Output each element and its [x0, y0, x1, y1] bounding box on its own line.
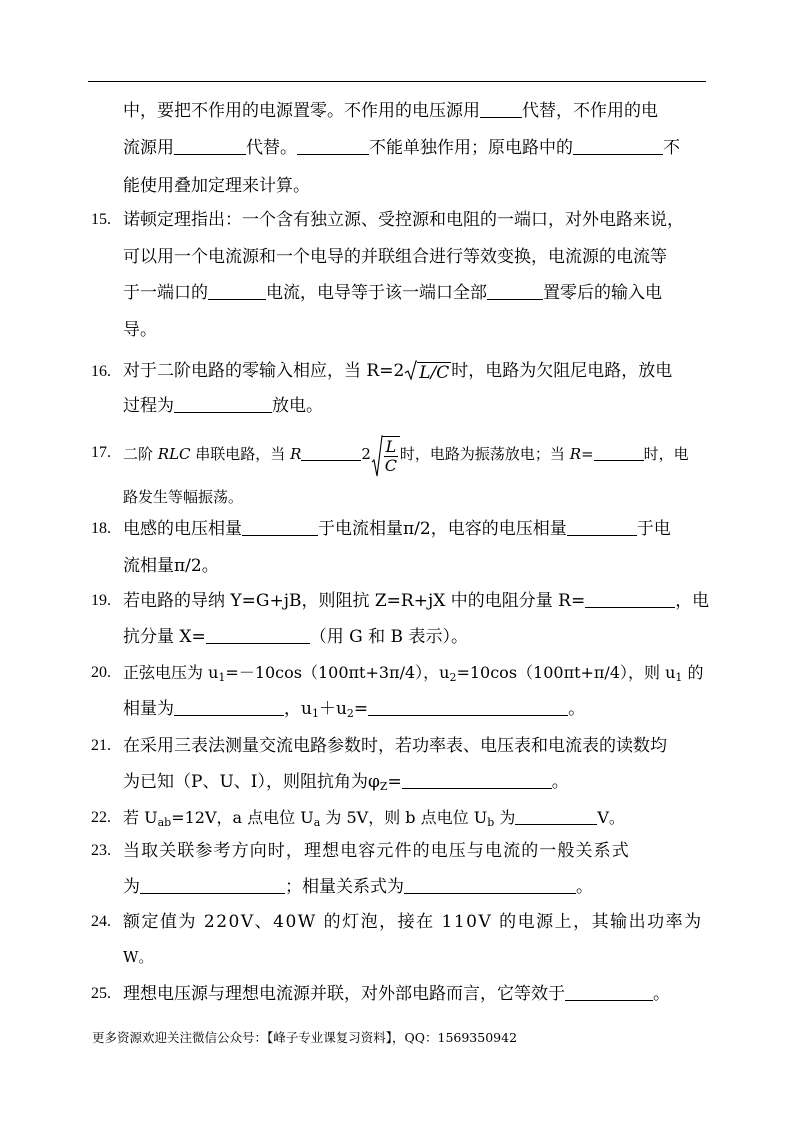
question-line: 为 ；相量关系式为 。	[123, 877, 593, 897]
question-number: 15.	[91, 211, 111, 228]
question-line: 抗分量 X= （用 G 和 B 表示）。	[123, 627, 468, 647]
question-number: 24.	[91, 913, 111, 930]
answer-blank[interactable]	[208, 284, 266, 300]
answer-blank[interactable]	[404, 878, 576, 894]
question-number: 22.	[91, 809, 111, 826]
header-rule	[88, 81, 706, 82]
answer-blank[interactable]	[206, 628, 310, 644]
question-number: 23.	[91, 842, 111, 859]
answer-blank[interactable]	[515, 809, 597, 825]
question-line: 过程为 放电。	[123, 396, 323, 416]
answer-blank[interactable]	[402, 773, 552, 789]
question-line: 路发生等幅振荡。	[123, 488, 244, 506]
answer-blank[interactable]	[297, 139, 369, 155]
question-number: 19.	[91, 592, 111, 609]
question-line: 二阶 RLC 串联电路，当 R 2 $\frac{L}{C}$ 时，电路为振荡放电；当 R= 时，电	[123, 432, 689, 476]
page-footer: 更多资源欢迎关注微信公众号：【峰子专业课复习资料】，QQ：1569350942	[92, 1030, 518, 1045]
question-line: 导。	[123, 320, 157, 340]
question-number: 20.	[91, 664, 111, 681]
question-number: 16.	[91, 363, 111, 380]
question-line: 电感的电压相量 于电流相量π/2，电容的电压相量 于电	[123, 519, 671, 539]
question-line: 可以用一个电流源和一个电导的并联组合进行等效变换，电流源的电流等	[123, 247, 667, 267]
question-number: 18.	[91, 520, 111, 537]
continuation-line: 中，要把不作用的电源置零。不作用的电压源用 代替，不作用的电	[123, 101, 658, 121]
question-number: 25.	[91, 985, 111, 1002]
question-line: W。	[123, 948, 154, 966]
question-line: 于一端口的 电流，电导等于该一端口全部 置零后的输入电	[123, 283, 662, 303]
answer-blank[interactable]	[368, 700, 568, 716]
radical-sign-icon	[404, 360, 417, 382]
continuation-line: 流源用 代替。 不能单独作用；原电路中的 不	[123, 138, 680, 158]
answer-blank[interactable]	[480, 102, 522, 118]
answer-blank[interactable]	[174, 139, 246, 155]
question-number: 21.	[91, 737, 111, 754]
answer-blank[interactable]	[174, 397, 272, 413]
answer-blank[interactable]	[567, 520, 637, 536]
answer-blank[interactable]	[585, 592, 675, 608]
question-line: 若 $U_{ab}=12V$，a 点电位 $U_a$ 为 5V，则 b 点电位 $U_b$ 为 V。	[123, 808, 625, 829]
answer-blank[interactable]	[573, 139, 663, 155]
question-line: 正弦电压为 $u_1=-10\cos(100\pi t+3\pi/4)$，$u_2=10\cos(100\pi t+\pi/4)$，则 $u_1$ 的	[123, 663, 704, 684]
answer-blank[interactable]	[174, 700, 284, 716]
question-line: 若电路的导纳 Y=G+jB，则阻抗 Z=R+jX 中的电阻分量 R= ，电	[123, 591, 710, 611]
question-line: 诺顿定理指出：一个含有独立源、受控源和电阻的一端口，对外电路来说，	[123, 210, 684, 230]
answer-blank[interactable]	[140, 878, 285, 894]
answer-blank[interactable]	[242, 520, 318, 536]
question-line: 对于二阶电路的零输入相应，当 R=2 L/C 时，电路为欠阻尼电路，放电	[123, 361, 673, 383]
question-line: 理想电压源与理想电流源并联，对外部电路而言，它等效于 。	[123, 984, 670, 1004]
answer-blank[interactable]	[301, 445, 361, 461]
continuation-line: 能使用叠加定理来计算。	[123, 176, 310, 196]
sqrt-expression	[371, 433, 400, 478]
question-line: 额定值为 220V、40W 的灯泡，接在 110V 的电源上，其输出功率为	[123, 912, 703, 932]
answer-blank[interactable]	[487, 284, 543, 300]
answer-blank[interactable]	[565, 985, 653, 1001]
question-line: 在采用三表法测量交流电路参数时，若功率表、电压表和电流表的读数均	[123, 736, 667, 756]
question-line: 当取关联参考方向时，理想电容元件的电压与电流的一般关系式	[123, 841, 630, 861]
question-line: 为已知（P、U、I），则阻抗角为$\varphi_Z=$ 。	[123, 772, 569, 793]
fraction: $\frac{L}{C}$	[382, 436, 400, 475]
question-line: 流相量π/2。	[123, 556, 219, 576]
question-number: 17.	[91, 444, 111, 461]
sqrt-expression: L/C	[404, 360, 451, 383]
question-line: 相量为 ，$u_1+u_2=$ 。	[123, 699, 586, 720]
answer-blank[interactable]	[594, 445, 644, 461]
